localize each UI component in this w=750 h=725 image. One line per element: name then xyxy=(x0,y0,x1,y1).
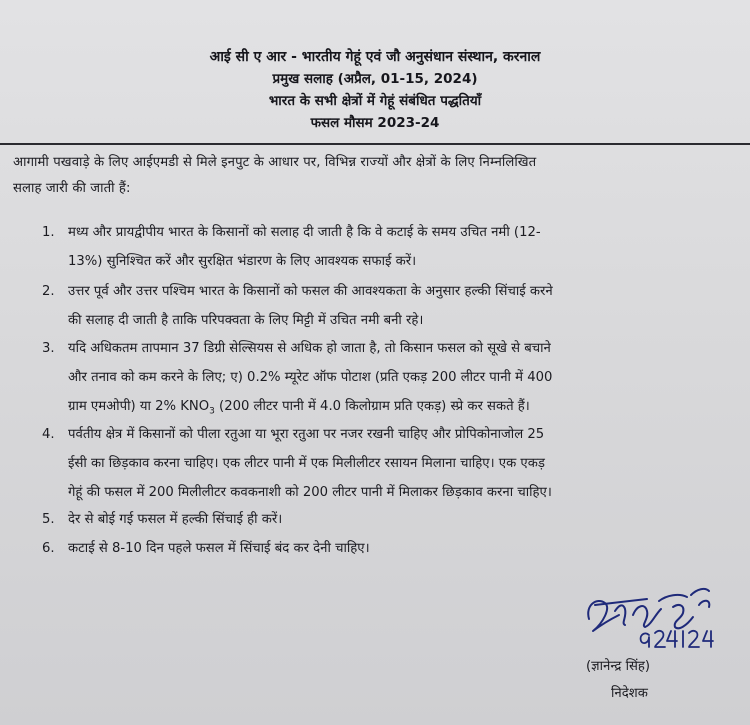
item-text-line: पर्वतीय क्षेत्र में किसानों को पीला रतुआ या भूरा रतुआ पर नजर रखनी चाहिए और प्रोपिकोनाजोल 25 xyxy=(68,427,545,442)
advisory-title: प्रमुख सलाह (अप्रैल, 01-15, 2024) xyxy=(272,71,478,87)
item-text-line: गेहूं की फसल में 200 मिलीलीटर कवकनाशी को 200 लीटर पानी में मिलाकर छिड़काव करना चाहिए। xyxy=(68,485,552,500)
advisory-item-5 xyxy=(0,505,750,534)
handwritten-signature xyxy=(575,575,745,655)
item-text-segment: (200 लीटर पानी में 4.0 किलोग्राम प्रति एकड़) स्प्रे कर सकते हैं। xyxy=(219,399,530,414)
item-text-segment: ग्राम एमओपी) या 2% KNO xyxy=(68,399,210,414)
document-header xyxy=(0,46,750,134)
item-text-line: यदि अधिकतम तापमान 37 डिग्री सेल्सियस से अधिक हो जाता है, तो किसान फसल को सूखे से बचाने xyxy=(68,341,551,356)
season-title: फसल मौसम 2023-24 xyxy=(310,115,440,131)
item-text-line: कटाई से 8-10 दिन पहले फसल में सिंचाई बंद कर देनी चाहिए। xyxy=(68,541,370,556)
advisory-item-1 xyxy=(0,218,750,276)
header-divider xyxy=(0,143,750,145)
item-number: 5. xyxy=(42,512,55,527)
chemical-subscript: 3 xyxy=(209,406,215,417)
advisory-item-4 xyxy=(0,420,750,507)
advisory-item-2 xyxy=(0,277,750,335)
item-number: 4. xyxy=(42,427,55,442)
item-text-line: ईसी का छिड़काव करना चाहिए। एक लीटर पानी में एक मिलीलीटर रसायन मिलाना चाहिए। एक एकड़ xyxy=(68,456,545,471)
item-text-line: और तनाव को कम करने के लिए; ए) 0.2% म्यूरेट ऑफ पोटाश (प्रति एकड़ 200 लीटर पानी में 400 xyxy=(68,370,553,385)
advisory-item-3 xyxy=(0,334,750,427)
subject-title: भारत के सभी क्षेत्रों में गेहूं संबंधित पद्धतियाँ xyxy=(268,93,482,109)
item-text-line: उत्तर पूर्व और उत्तर पश्चिम भारत के किसानों को फसल की आवश्यकता के अनुसार हल्की सिंचाई करने xyxy=(68,284,553,299)
intro-paragraph xyxy=(13,150,735,202)
item-text-line: 13%) सुनिश्चित करें और सुरक्षित भंडारण के लिए आवश्यक सफाई करें। xyxy=(68,254,417,269)
item-number: 6. xyxy=(42,541,55,556)
item-number: 2. xyxy=(42,284,55,299)
signature-graphic xyxy=(575,575,745,655)
advisory-item-6 xyxy=(0,534,750,563)
intro-line-2: सलाह जारी की जाती हैं: xyxy=(13,181,131,196)
item-number: 1. xyxy=(42,225,55,240)
signatory-name: (ज्ञानेन्द्र सिंह) xyxy=(586,659,651,674)
intro-line-1: आगामी पखवाड़े के लिए आईएमडी से मिले इनपुट के आधार पर, विभिन्न राज्यों और क्षेत्रों के लिए निम्नलिखित xyxy=(13,155,537,170)
item-text-line: देर से बोई गई फसल में हल्की सिंचाई ही करें। xyxy=(68,512,283,527)
signatory-designation: निदेशक xyxy=(611,686,648,701)
item-text-line: की सलाह दी जाती है ताकि परिपक्वता के लिए मिट्टी में उचित नमी बनी रहे। xyxy=(68,313,424,328)
item-number: 3. xyxy=(42,341,55,356)
item-text-line: मध्य और प्रायद्वीपीय भारत के किसानों को सलाह दी जाती है कि वे कटाई के समय उचित नमी (12- xyxy=(68,225,541,240)
handwritten-date xyxy=(641,631,713,647)
institute-title: आई सी ए आर - भारतीय गेहूं एवं जौ अनुसंधान संस्थान, करनाल xyxy=(209,49,541,65)
